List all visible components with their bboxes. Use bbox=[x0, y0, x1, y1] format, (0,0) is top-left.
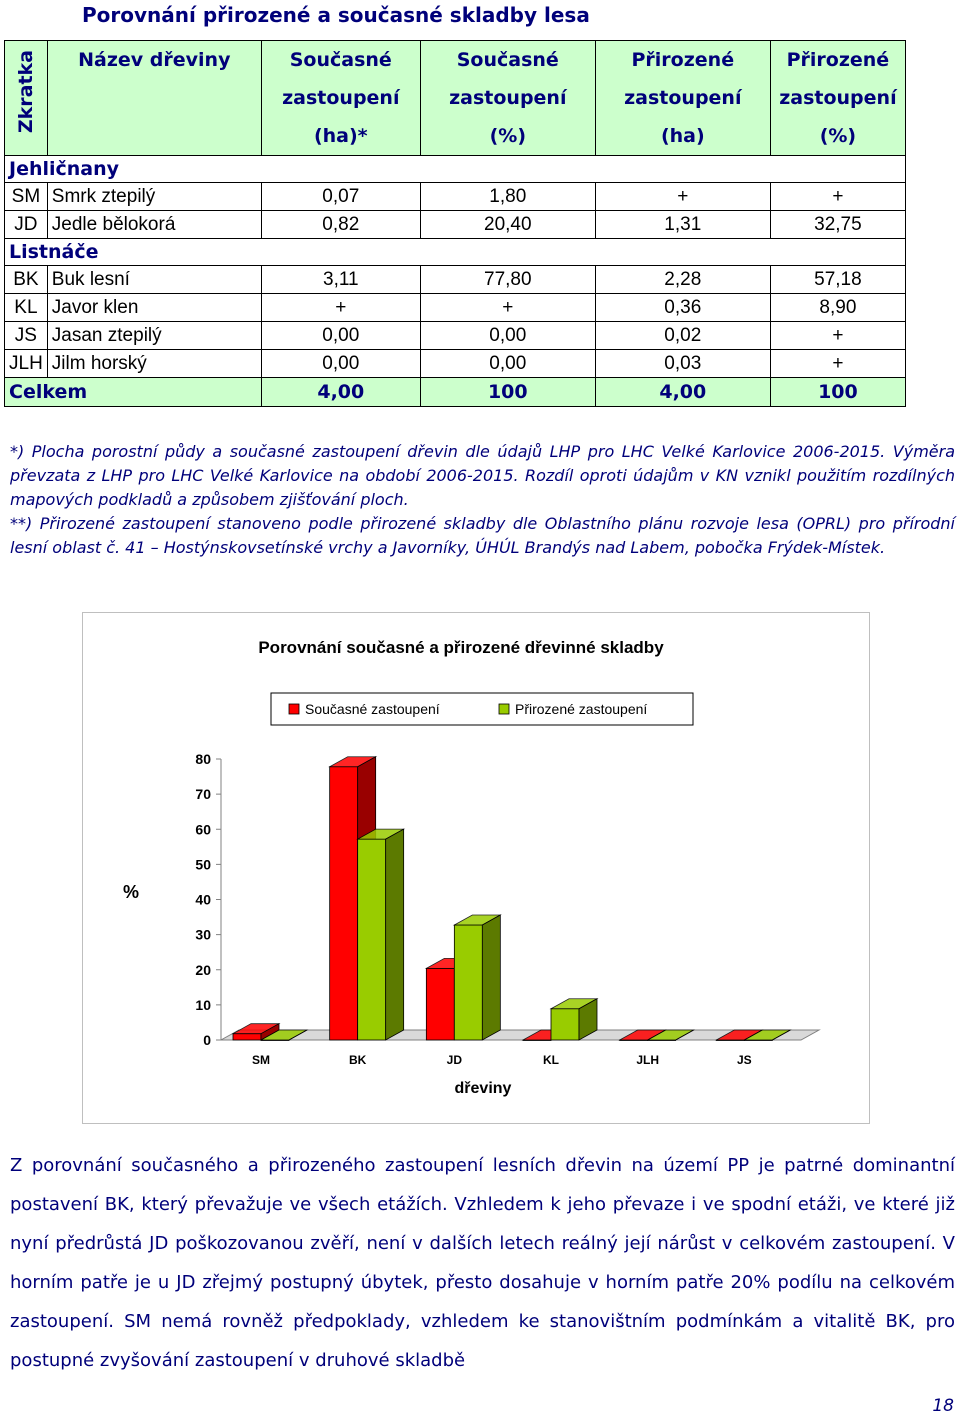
cell-cur-ha: 3,11 bbox=[261, 266, 420, 294]
cell-cur-pct: 0,00 bbox=[420, 350, 595, 378]
cell-nat-ha: 1,31 bbox=[595, 211, 770, 239]
species-table bbox=[4, 40, 906, 407]
cell-name: Buk lesní bbox=[47, 266, 261, 294]
x-tick-label: BK bbox=[348, 1053, 367, 1067]
cell-name: Jedle bělokorá bbox=[47, 211, 261, 239]
cell-abbr: JD bbox=[5, 211, 48, 239]
table-row bbox=[5, 211, 906, 239]
y-tick-label: 70 bbox=[195, 786, 211, 803]
cell-cur-ha: 0,00 bbox=[261, 350, 420, 378]
x-tick-label: SM bbox=[252, 1053, 270, 1067]
bar-side-BK-1 bbox=[386, 829, 404, 1040]
footnotes bbox=[10, 440, 955, 560]
table-row bbox=[5, 294, 906, 322]
legend-label-0: Současné zastoupení bbox=[305, 701, 440, 717]
y-tick-label: 0 bbox=[203, 1032, 211, 1048]
table-header-row bbox=[5, 41, 906, 156]
header-cur-ha bbox=[261, 41, 420, 156]
header-nat-pct bbox=[770, 41, 905, 156]
cell-cur-pct: 77,80 bbox=[420, 266, 595, 294]
cell-name: Jilm horský bbox=[47, 350, 261, 378]
chart-title: Porovnání současné a přirozené dřevinné skladby bbox=[258, 638, 664, 657]
group-label: Jehličnany bbox=[5, 156, 906, 183]
cell-abbr: JS bbox=[5, 322, 48, 350]
header-cur-pct-l3: (%) bbox=[489, 125, 526, 147]
cell-nat-ha: 0,03 bbox=[595, 350, 770, 378]
cell-cur-pct: 0,00 bbox=[420, 322, 595, 350]
cell-nat-ha: 0,02 bbox=[595, 322, 770, 350]
table-total-row bbox=[5, 378, 906, 407]
x-tick-label: JLH bbox=[636, 1053, 660, 1067]
header-nat-pct-l3: (%) bbox=[819, 125, 857, 147]
total-cur-pct: 100 bbox=[420, 378, 595, 407]
cell-name: Jasan ztepilý bbox=[47, 322, 261, 350]
cell-cur-ha: 0,00 bbox=[261, 322, 420, 350]
y-tick-label: 50 bbox=[195, 856, 211, 873]
header-cur-ha-l1: Současné bbox=[289, 49, 392, 71]
cell-cur-pct: + bbox=[420, 294, 595, 322]
cell-cur-ha: 0,07 bbox=[261, 183, 420, 211]
cell-abbr: BK bbox=[5, 266, 48, 294]
bar-BK-0 bbox=[330, 767, 358, 1040]
y-tick-label: 30 bbox=[195, 926, 211, 943]
x-tick-label: KL bbox=[543, 1053, 559, 1067]
header-abbr-label: Zkratka bbox=[14, 49, 37, 134]
y-tick-label: 80 bbox=[195, 751, 211, 767]
table-row bbox=[5, 266, 906, 294]
cell-name: Javor klen bbox=[47, 294, 261, 322]
y-tick-label: 60 bbox=[195, 821, 211, 838]
header-cur-pct-l2: zastoupení bbox=[449, 87, 567, 109]
header-cur-ha-l2: zastoupení bbox=[282, 87, 400, 109]
chart-container bbox=[82, 612, 870, 1124]
total-nat-pct: 100 bbox=[770, 378, 905, 407]
header-name-label: Název dřeviny bbox=[78, 49, 231, 71]
y-axis-label: % bbox=[122, 882, 140, 902]
y-tick-label: 10 bbox=[195, 996, 211, 1013]
x-tick-label: JS bbox=[736, 1053, 752, 1067]
total-nat-ha: 4,00 bbox=[595, 378, 770, 407]
cell-nat-ha: 2,28 bbox=[595, 266, 770, 294]
bar-JD-1 bbox=[454, 925, 482, 1040]
cell-nat-ha: 0,36 bbox=[595, 294, 770, 322]
footnote-2: **) Přirozené zastoupení stanoveno podle přirozené skladby dle Oblastního plánu rozvoje lesa (OPRL) pro přírodní lesní oblast č. 41 – Hostýnskovsetínské vrchy a Javorníky, ÚHÚL Brandýs nad Labem, pobočka Frýdek-Místek. bbox=[10, 514, 955, 557]
group-label: Listnáče bbox=[5, 239, 906, 266]
cell-abbr: JLH bbox=[5, 350, 48, 378]
cell-name: Smrk ztepilý bbox=[47, 183, 261, 211]
bar-SM-0 bbox=[233, 1034, 261, 1040]
header-nat-ha-l3: (ha) bbox=[660, 125, 705, 147]
header-cur-pct-l1: Současné bbox=[456, 49, 559, 71]
x-tick-label: JD bbox=[446, 1053, 463, 1067]
cell-abbr: KL bbox=[5, 294, 48, 322]
header-abbr bbox=[5, 41, 48, 156]
page-number: 18 bbox=[932, 1396, 954, 1416]
y-tick-label: 40 bbox=[195, 891, 211, 908]
header-nat-pct-l2: zastoupení bbox=[779, 87, 897, 109]
table-row bbox=[5, 322, 906, 350]
footnote-1: *) Plocha porostní půdy a současné zastoupení dřevin dle údajů LHP pro LHC Velké Karlovice 2006-2015. Výměra převzata z LHP pro LHC Velké Karlovice na období 2006-2015. Rozdíl oproti údajům v KN vznikl použitím rozdílných mapových podkladů a způsobem zjišťování ploch. bbox=[10, 442, 955, 509]
bar-BK-1 bbox=[358, 839, 386, 1040]
cell-nat-pct: + bbox=[770, 322, 905, 350]
cell-nat-pct: + bbox=[770, 350, 905, 378]
bar-KL-1 bbox=[551, 1009, 579, 1040]
cell-abbr: SM bbox=[5, 183, 48, 211]
table-group-row bbox=[5, 239, 906, 266]
legend-swatch-0 bbox=[289, 704, 299, 714]
cell-cur-pct: 1,80 bbox=[420, 183, 595, 211]
legend-label-1: Přirozené zastoupení bbox=[515, 701, 648, 717]
header-nat-ha-l1: Přirozené bbox=[631, 49, 735, 71]
header-nat-pct-l1: Přirozené bbox=[786, 49, 890, 71]
table-row bbox=[5, 183, 906, 211]
table-row bbox=[5, 350, 906, 378]
header-cur-pct bbox=[420, 41, 595, 156]
body-paragraph: Z porovnání současného a přirozeného zastoupení lesních dřevin na území PP je patrné dominantní postavení BK, který převažuje ve všech etážích. Vzhledem k jeho převaze i ve spodní etáži, ve které již nyní předrůstá JD poškozovanou zvěří, není v dalších letech reálný její nárůst v celkovém zastoupení. V horním patře je u JD zřejmý postupný úbytek, přesto dosahuje v horním patře 20% podílu na celkovém zastoupení. SM nemá rovněž předpoklady, vzhledem ke stanovištním podmínkám a vitalitě BK, pro postupné zvyšování zastoupení v druhové skladbě bbox=[10, 1155, 955, 1371]
bar-side-JD-1 bbox=[482, 915, 500, 1040]
header-nat-ha bbox=[595, 41, 770, 156]
y-tick-label: 20 bbox=[195, 961, 211, 978]
table-group-row bbox=[5, 156, 906, 183]
page-title: Porovnání přirozené a současné skladby lesa bbox=[82, 3, 590, 27]
cell-cur-pct: 20,40 bbox=[420, 211, 595, 239]
header-cur-ha-l3: (ha)* bbox=[313, 125, 368, 147]
legend-swatch-1 bbox=[499, 704, 509, 714]
cell-nat-pct: + bbox=[770, 183, 905, 211]
bar-chart bbox=[83, 613, 869, 1123]
cell-nat-pct: 8,90 bbox=[770, 294, 905, 322]
cell-cur-ha: 0,82 bbox=[261, 211, 420, 239]
cell-nat-pct: 32,75 bbox=[770, 211, 905, 239]
x-axis-label: dřeviny bbox=[454, 1080, 512, 1097]
cell-cur-ha: + bbox=[261, 294, 420, 322]
header-name bbox=[47, 41, 261, 156]
bar-JD-0 bbox=[426, 968, 454, 1040]
table-body bbox=[5, 156, 906, 407]
cell-nat-pct: 57,18 bbox=[770, 266, 905, 294]
total-cur-ha: 4,00 bbox=[261, 378, 420, 407]
cell-nat-ha: + bbox=[595, 183, 770, 211]
total-label: Celkem bbox=[5, 378, 262, 407]
header-nat-ha-l2: zastoupení bbox=[624, 87, 742, 109]
